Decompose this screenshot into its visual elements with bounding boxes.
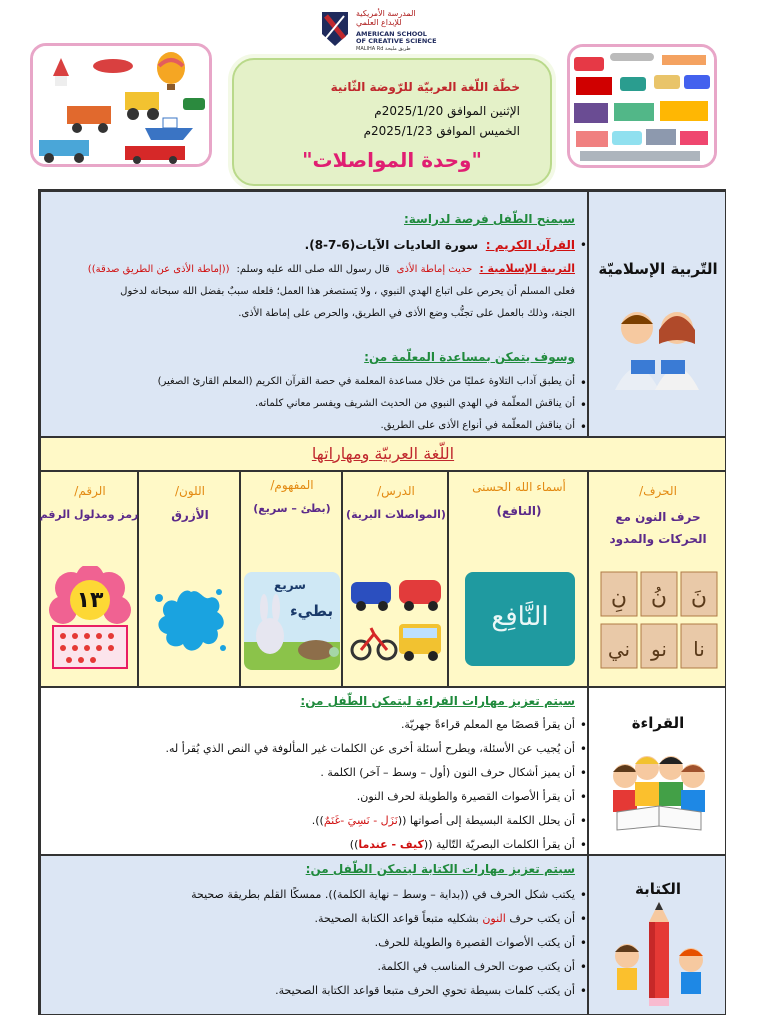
plan-date-to: الخميس الموافق 2025/1/23م [363, 124, 520, 138]
lesson-heading: الدرس/ [377, 484, 415, 498]
islamic-subject-label: التّربية الإسلاميّة [598, 260, 718, 278]
letter-heading: الحرف/ [639, 484, 677, 498]
reading-goal: • أن يُجيب عن الأسئلة، ويطرح أسئلة أخرى عن الكلمات غير المألوفة في النص الذي يُقرأ له. [166, 742, 576, 755]
skill-col-letter [588, 471, 726, 687]
unit-title: "وحدة المواصلات" [302, 148, 482, 172]
skill-col-color [138, 471, 240, 687]
reading-goal-text: أن يقرأ الكلمات البصريّة التّالية (( [423, 838, 575, 851]
writing-goal-highlight: النون [482, 912, 506, 925]
svg-text:نَ: نَ [690, 585, 708, 610]
reading-goal: • أن يميز أشكال حرف النون (أول – وسط – آخر) الكلمة . [320, 766, 575, 779]
kids-reading-quran-icon [603, 300, 711, 396]
reading-goal-sight-words [350, 838, 575, 851]
plan-table [38, 189, 726, 1015]
writing-goal-after: بشكليه متبعاً قواعد الكتابة الصحيحة. [314, 912, 483, 925]
writing-goal: • أن يكتب كلمات بسيطة تحوي الحرف متبعا قواعد الكتابة الصحيحة. [275, 984, 575, 997]
reading-goal-analyse [312, 814, 575, 827]
vehicles-illustration-icon [33, 46, 209, 164]
logo-arabic-line1: المدرسة الأمريكية [356, 9, 416, 18]
svg-text:نِ: نِ [610, 585, 628, 610]
writing-goal: • أن يكتب الأصوات القصيرة والطويلة للحرف. [375, 936, 575, 949]
logo-location: MALIHA Rd طريق مليحة [356, 46, 411, 52]
plan-title: خطّة اللّغة العربيّة للرّوضة الثّانية [330, 80, 520, 94]
skill-col-allah-name [448, 471, 588, 687]
vehicles-collage-right [567, 44, 717, 168]
writing-content-cell [40, 855, 588, 1015]
arabic-skills-title-cell [40, 437, 726, 471]
concept-heading: المفهوم/ [270, 478, 314, 492]
lesson-value: (المواصلات البرية) [346, 508, 446, 521]
islamic-subject-cell [588, 191, 726, 437]
number-flower-icon [45, 566, 135, 672]
islamic-goal: • أن يناقش المعلّمة في أنواع الأذى على الطريق. [381, 420, 575, 431]
quran-label: القرآن الكريم : [485, 238, 575, 252]
plan-date-from: الإثنين الموافق 2025/1/20م [374, 104, 520, 118]
reading-goal: • أن يقرأ قصصًا مع المعلم قراءةً جهريّة. [401, 718, 575, 731]
writing-subject-label: الكتابة [635, 880, 681, 898]
color-heading: اللون/ [174, 484, 206, 498]
reading-content-cell [40, 687, 588, 855]
reading-subject-cell [588, 687, 726, 855]
islamic-edu-label: التربية الإسلامية : [479, 262, 575, 275]
islamic-paragraph-line2: الجنة، وذلك بالعمل على تجنُّب وضع الأذى في الطريق، والحرص على إماطة الأذى. [238, 308, 575, 319]
allah-name-heading: أسماء الله الحسنى [472, 480, 566, 494]
letter-cards-icon [599, 568, 719, 672]
blue-splash-icon [151, 584, 231, 658]
reading-goal-highlight: كيف - عندما [358, 838, 424, 851]
skill-col-number [40, 471, 138, 687]
number-heading: الرقم/ [74, 484, 106, 498]
skill-col-lesson [342, 471, 448, 687]
logo-english-line1: AMERICAN SCHOOL [356, 30, 427, 38]
quran-text: سورة العاديات الآيات(6-7-8). [304, 238, 479, 252]
islamic-intro-heading: سيمنح الطّفل فرصة لدراسة: [403, 212, 575, 226]
land-vehicles-image [347, 572, 445, 670]
quran-line [305, 238, 575, 252]
land-vehicles-icon [347, 572, 445, 670]
school-crest-icon [320, 10, 350, 48]
plan-title-card [232, 58, 552, 186]
arabic-skills-title: اللّغة العربيّة ومهاراتها [311, 444, 455, 463]
slow-fast-image [244, 572, 340, 670]
hadith-label: حديث إماطة الأذى [396, 264, 473, 275]
hadith-text: قال رسول الله صلى الله عليه وسلم: [236, 264, 390, 275]
svg-text:نو: نو [651, 637, 667, 661]
hadith-quote: ((إماطة الأذى عن الطريق صدقة)) [87, 264, 230, 275]
writing-heading: سيتم تعزيز مهارات الكتابة ليتمكن الطّفل من: [305, 862, 575, 876]
letter-noon-cards-image [599, 568, 719, 672]
number-value: رمز ومدلول الرقم [39, 508, 139, 521]
svg-text:ني: ني [607, 637, 631, 661]
letter-value: حرف النون مع الحركات والمدود [609, 510, 707, 546]
teacher-help-heading: وسوف يتمكن بمساعدة المعلّمة من: [364, 350, 575, 364]
svg-text:نُ: نُ [650, 585, 668, 610]
writing-goal-noon [315, 912, 575, 925]
pencil-kids-icon [605, 898, 713, 1010]
reading-goal-highlight: نَزَل - نَسِيَ -غَنَمٌ [323, 814, 398, 827]
writing-goal: • أن يكتب صوت الحرف المناسب في الكلمة. [378, 960, 576, 973]
number-13-image [45, 566, 135, 672]
reading-subject-label: القراءة [631, 714, 685, 732]
reading-goal-text: أن يحلل الكلمة البسيطة إلى أصواتها (( [397, 814, 575, 827]
al-nafi-card-image [465, 572, 575, 666]
transport-illustration-icon [570, 47, 714, 165]
hadith-line [88, 262, 575, 275]
color-value: الأزرق [171, 508, 209, 522]
writing-goal: • يكتب شكل الحرف في ((بداية – وسط – نهاية الكلمة)). ممسكًا القلم بطريقة صحيحة [191, 888, 575, 901]
islamic-goal: • أن يطبق آداب التلاوة عمليًا من خلال مساعدة المعلمة في حصة القرآن الكريم (المعلم القارئ الصغير) [158, 376, 575, 387]
skill-col-concept [240, 471, 342, 687]
children-reading-icon [607, 750, 711, 834]
concept-value: (بطئ – سريع) [253, 502, 331, 515]
number-13-text: ١٣ [76, 588, 104, 613]
allah-name-value: (النافع) [496, 504, 542, 518]
reading-goal-after: )). [311, 814, 324, 827]
school-logo [318, 8, 458, 54]
islamic-content-cell [40, 191, 588, 437]
reading-goal-after: )) [349, 838, 359, 851]
logo-english-line2: OF CREATIVE SCIENCE [356, 37, 437, 45]
reading-heading: سيتم تعزيز مهارات القراءة ليتمكن الطّفل من: [300, 694, 575, 708]
writing-subject-cell [588, 855, 726, 1015]
fast-word: سريع [274, 578, 306, 592]
al-nafi-card-text: النَّافِع [491, 602, 549, 632]
writing-goal-text: أن يكتب حرف [505, 912, 575, 925]
reading-goal: • أن يقرأ الأصوات القصيرة والطويلة لحرف النون. [357, 790, 575, 803]
islamic-paragraph-line1: فعلى المسلم أن يحرص على اتباع الهدي النبوي ، ولا يَستصغر هذا العمل؛ فلعله سببٌ بفضل الله سبحانه لدخول [120, 286, 575, 297]
islamic-goal: • أن يناقش المعلّمة في الهدي النبوي من الحديث الشريف ويفسر معاني كلماته. [255, 398, 575, 409]
slow-word: بطيء [290, 602, 334, 620]
logo-arabic-line2: للإبداع العلمي [356, 18, 402, 27]
svg-text:نا: نا [693, 637, 705, 661]
vehicles-collage-left [30, 43, 212, 167]
